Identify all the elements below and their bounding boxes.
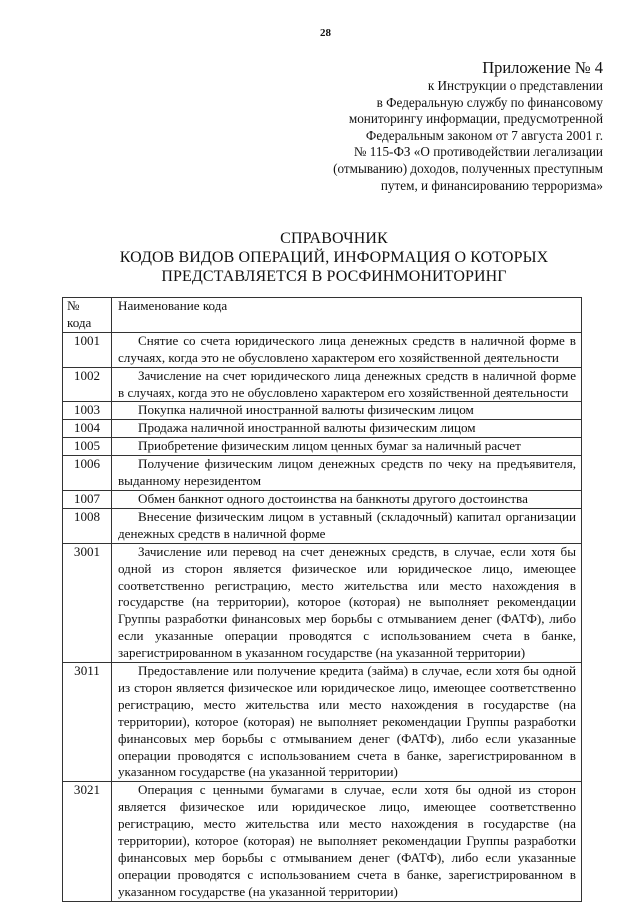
table-row <box>63 402 582 420</box>
code-cell: 3011 <box>63 663 112 782</box>
code-name-cell <box>112 332 582 367</box>
code-name-text: Покупка наличной иностранной валюты физическим лицом <box>138 402 474 418</box>
heading-line: КОДОВ ВИДОВ ОПЕРАЦИЙ, ИНФОРМАЦИЯ О КОТОРЫХ <box>119 249 549 266</box>
code-name-text: Зачисление или перевод на счет денежных средств, в случае, если хотя бы одной из сторон является физическое или юридическое лицо, имеющее соответственно регистрацию, место жительства или место нахождения в государстве (на территории), которое (которая) не выполняет рекомендации Группы разработки финансовых мер борьбы с отмыванием денег (ФАТФ), либо если указанные операции проводятся с использованием счета в банке, зарегистрированном в указанном государстве (на указанной территории) <box>118 543 576 661</box>
code-name-text: Операция с ценными бумагами в случае, если хотя бы одной из сторон является физическое или юридическое лицо, имеющее соответственно регистрацию, место жительства или место нахождения в государстве (на территории), которое (которая) не выполняет рекомендации Группы разработки финансовых мер борьбы с отмыванием денег (ФАТФ), либо если указанные операции проводятся с использованием счета в банке, зарегистрированном в указанном государстве (на указанной территории) <box>118 782 576 899</box>
code-name-text: Приобретение физическим лицом ценных бумаг за наличный расчет <box>138 438 521 454</box>
table-row <box>63 456 582 491</box>
header-code-line1: № <box>67 298 80 313</box>
appendix-title: Приложение № 4 <box>482 58 603 77</box>
code-name-cell <box>112 663 582 782</box>
header-name: Наименование кода <box>112 298 582 333</box>
code-cell: 1002 <box>63 367 112 402</box>
appendix-line: в Федеральную службу по финансовому <box>376 94 603 110</box>
code-name-cell <box>112 438 582 456</box>
header-code <box>63 298 112 333</box>
table-header-row <box>63 298 582 333</box>
code-name-text: Снятие со счета юридического лица денежных средств в наличной форме в случаях, когда это не обусловлено характером его хозяйственной деятельности <box>118 332 576 365</box>
table-row <box>63 543 582 662</box>
code-name-cell <box>112 782 582 901</box>
table-row <box>63 438 582 456</box>
code-cell: 1008 <box>63 508 112 543</box>
code-cell: 1001 <box>63 332 112 367</box>
code-cell: 3021 <box>63 782 112 901</box>
appendix-line: путем, и финансированию терроризма» <box>380 177 603 193</box>
code-name-cell <box>112 543 582 662</box>
heading-line: ПРЕДСТАВЛЯЕТСЯ В РОСФИНМОНИТОРИНГ <box>161 268 507 285</box>
code-cell: 1006 <box>63 456 112 491</box>
appendix-line: № 115-ФЗ «О противодействии легализации <box>353 144 603 160</box>
table-row <box>63 420 582 438</box>
table-body <box>63 332 582 901</box>
appendix-line: к Инструкции о представлении <box>427 78 603 93</box>
code-cell: 1005 <box>63 438 112 456</box>
appendix-line: мониторингу информации, предусмотренной <box>348 111 603 127</box>
code-name-text: Продажа наличной иностранной валюты физическим лицом <box>138 420 476 436</box>
table-row <box>63 782 582 901</box>
code-name-cell <box>112 508 582 543</box>
appendix-block <box>333 58 603 194</box>
code-cell: 3001 <box>63 543 112 662</box>
code-name-text: Зачисление на счет юридического лица денежных средств в наличной форме в случаях, когда это не обусловлено характером его хозяйственной деятельности <box>118 367 576 400</box>
code-name-text: Обмен банкнот одного достоинства на банкноты другого достоинства <box>138 490 528 506</box>
appendix-line: Федеральным законом от 7 августа 2001 г. <box>365 127 603 143</box>
operation-codes-table <box>62 297 582 902</box>
code-name-text: Внесение физическим лицом в уставный (складочный) капитал организации денежных средств в наличной форме <box>118 508 576 541</box>
table-row <box>63 663 582 782</box>
code-name-cell <box>112 420 582 438</box>
header-code-line2: кода <box>67 314 92 330</box>
code-cell: 1007 <box>63 490 112 508</box>
heading-line: СПРАВОЧНИК <box>280 230 388 247</box>
code-name-cell <box>112 367 582 402</box>
code-name-text: Предоставление или получение кредита (займа) в случае, если хотя бы одной из сторон является физическое или юридическое лицо, имеющее соответственно регистрацию, место жительства или место нахождения в государстве (на территории), которое (которая) не выполняет рекомендации Группы разработки финансовых мер борьбы с отмыванием денег (ФАТФ), либо если указанные операции проводятся с использованием счета в банке, зарегистрированном в указанном государстве (на указанной территории) <box>118 663 576 780</box>
page-number: 28 <box>320 27 331 39</box>
table-row <box>63 332 582 367</box>
appendix-line: (отмыванию) доходов, полученных преступным <box>333 160 603 176</box>
code-name-cell <box>112 490 582 508</box>
code-cell: 1003 <box>63 402 112 420</box>
document-heading <box>0 229 640 286</box>
code-name-cell <box>112 456 582 491</box>
code-name-text: Получение физическим лицом денежных средств по чеку на предъявителя, выданному нерезидентом <box>118 456 576 489</box>
table-row <box>63 508 582 543</box>
table-row <box>63 490 582 508</box>
code-name-cell <box>112 402 582 420</box>
table-row <box>63 367 582 402</box>
code-cell: 1004 <box>63 420 112 438</box>
